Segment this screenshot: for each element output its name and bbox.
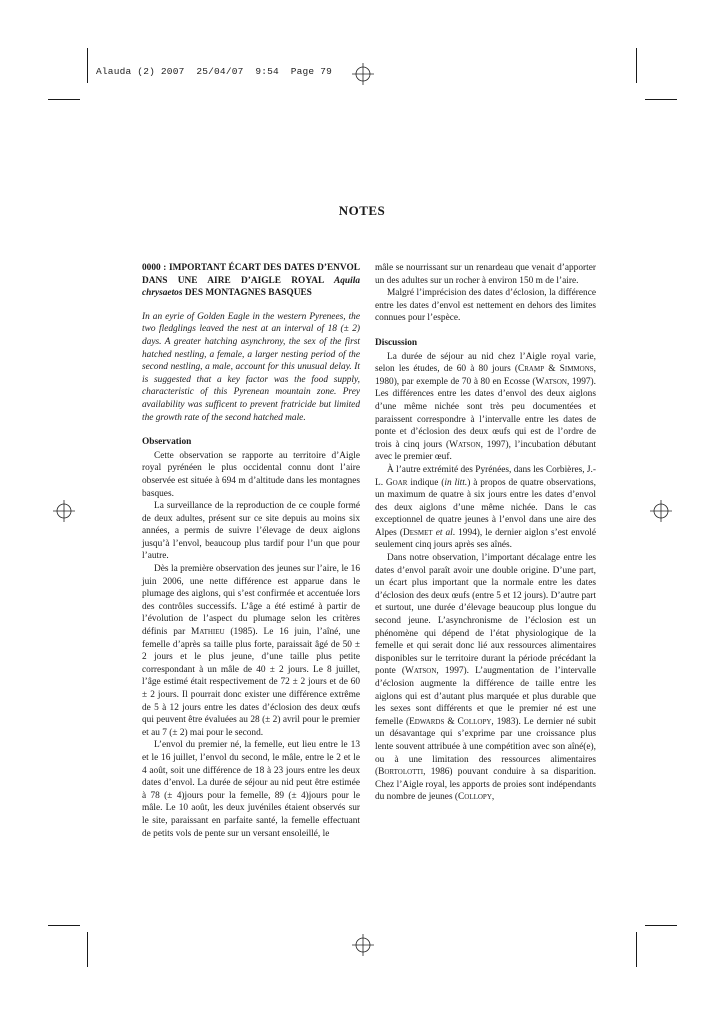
crop-mark — [87, 932, 88, 967]
crop-mark — [636, 48, 637, 83]
print-slug: Alauda (2) 2007 25/04/07 9:54 Page 79 — [96, 66, 333, 77]
registration-mark-icon — [352, 63, 374, 85]
article-title: 0000 : IMPORTANT ÉCART DES DATES D’ENVOL DANS UNE AIRE D’AIGLE ROYAL Aquila chrysaetos DES MONTAGNES BASQUES — [142, 263, 360, 299]
registration-mark-icon — [650, 500, 672, 522]
crop-mark — [645, 99, 677, 100]
registration-mark-icon — [352, 934, 374, 956]
citation: Cramp & Simmons — [518, 364, 594, 375]
paragraph: Dans notre observation, l’important décalage entre les dates d’envol paraît avoir une double origine. D’une part, un écart plus important que la normale entre les dates d’éclosion des deux œufs (entre 5 et 12 jours). D’autre part et surtout, une durée d’élevage beaucoup plus longue du second jeune. L’asynchronisme de l’éclosion est un phénomène qui dépend de l’état physiologique de la femelle et qui serait donc lié aux ressources alimentaires disponibles sur le territoire durant la période précédant la ponte (Watson, 1997). L’augmentation de l’intervalle d’éclosion augmente la différence de taille entre les aiglons qui est d’autant plus marquée et plus durable que les sexes sont différents et que le premier né est une femelle (Edwards & Collopy, 1983). Le dernier né subit un désavantage qui s’exprime par une croissance plus lente souvent attribuée à une compétition avec son aîné(e), ou à une limitation des ressources alimentaires (Bortolotti, 1986) pouvant conduire à sa disparition. Chez l’Aigle royal, les apports de proies sont indépendants du nombre de jeunes (Collopy, — [375, 553, 596, 803]
citation: Desmet — [402, 527, 433, 538]
paragraph: La durée de séjour au nid chez l’Aigle royal varie, selon les études, de 60 à 80 jours (Cramp & Simmons, 1980), par exemple de 70 à 80 en Ecosse (Watson, 1997). Les différences entre les dates d’envol des deux aiglons d’une même nichée sont très peu documentées et paraissent correspondre à l’intervalle entre les dates de ponte et d’éclosion des deux œufs qui est de l’ordre de trois à cinq jours (Watson, 1997), l’incubation débutant avec le premier œuf. — [375, 351, 596, 463]
abstract: In an eyrie of Golden Eagle in the western Pyrenees, the two fledglings leaved the nest at an interval of 18 (± 2) days. A greater hatching asynchrony, the sex of the first hatched nestling, a female, a larger nesting period of the second nestling, a male, account for this unusual delay. It is suggested that a key factor was the food supply, characteristic of this Pyrenean mountain zone. Prey availability was sufficent to prevent fratricide but limited the growth rate of the second hatched male. — [142, 311, 360, 423]
right-column — [375, 262, 596, 804]
paragraph: Cette observation se rapporte au territoire d’Aigle royal pyrénéen le plus occidental connu dont l’aire observée est située à 694 m d’altitude dans les montagnes basques. — [142, 450, 360, 499]
section-title: NOTES — [338, 203, 386, 218]
crop-mark — [636, 932, 637, 967]
left-column — [142, 262, 360, 840]
citation: Goar — [385, 477, 408, 488]
paragraph: Malgré l’imprécision des dates d’éclosion, la différence entre les dates d’envol est nettement en dehors des limites connues pour l’espèce. — [375, 288, 596, 324]
paragraph: Dès la première observation des jeunes sur l’aire, le 16 juin 2006, une nette différence est apparue dans le plumage des aiglons, qui s’est confirmée et accentuée lors des contrôles successifs. L’âge a été estimé à partir de l’évolution de l’aspect du plumage selon les critères définis par Mathieu (1985). Le 16 juin, l’aîné, une femelle d’après sa taille plus forte, paraissait âgé de 50 ± 2 jours et le plus jeune, d’une taille plus petite correspondant à un mâle de 40 ± 2 jours. Le 8 juillet, l’âge estimé était respectivement de 72 ± 2 jours et de 60 ± 2 jours. Il pourrait donc exister une différence extrême de 5 à 12 jours entre les dates d’éclosion des deux œufs qui peuvent être évaluées au 28 (± 2) avril pour le premier et au 7 (± 2) mai pour le second. — [142, 564, 360, 738]
citation: Watson — [449, 439, 481, 450]
crop-mark — [87, 48, 88, 83]
citation: Edwards & Collopy — [409, 716, 492, 727]
citation: Watson — [405, 666, 437, 677]
citation: Bortolotti — [378, 767, 424, 778]
crop-mark — [645, 925, 677, 926]
citation: Mathieu — [191, 627, 225, 638]
crop-mark — [48, 99, 80, 100]
registration-mark-icon — [53, 500, 75, 522]
discussion-heading: Discussion — [375, 337, 418, 348]
species-name: Aquila chrysaetos — [142, 275, 360, 299]
observation-heading: Observation — [142, 437, 192, 448]
paragraph: L’envol du premier né, la femelle, eut lieu entre le 13 et le 16 juillet, l’envol du second, le mâle, entre le 2 et le 4 août, soit une différence de 18 à 23 jours entre les deux dates d’envol. La durée de séjour au nid peut être estimée à 78 (± 4)jours pour la femelle, 89 (± 4)jours pour le mâle. Le 10 août, les deux juvéniles étaient observés sur le site, paraissant en parfaite santé, la femelle effectuant de petits vols de pente sur un versant ensoleillé, le — [142, 740, 360, 839]
paragraph: À l’autre extrémité des Pyrénées, dans les Corbières, J.-L. Goar indique (in litt.) à propos de quatre observations, un maximum de quatre à six jours entre les dates d’envol des deux aiglons d’une même nichée. Dans le cas exceptionnel de quatre jeunes à l’envol dans une aire des Alpes (Desmet et al. 1994), le dernier aiglon s’est envolé seulement cinq jours après ses aînés. — [375, 464, 597, 551]
citation: Watson — [535, 376, 567, 387]
paragraph: mâle se nourrissant sur un renardeau que venait d’apporter un des adultes sur un rocher à environ 150 m de l’aire. — [375, 263, 596, 286]
citation: Collopy — [458, 792, 492, 803]
paragraph: La surveillance de la reproduction de ce couple formé de deux adultes, présent sur ce site depuis au moins six années, a permis de suivre l’élevage de deux aiglons jusqu’à l’envol, beaucoup plus tardif pour l’un que pour l’autre. — [142, 501, 360, 562]
crop-mark — [48, 925, 80, 926]
